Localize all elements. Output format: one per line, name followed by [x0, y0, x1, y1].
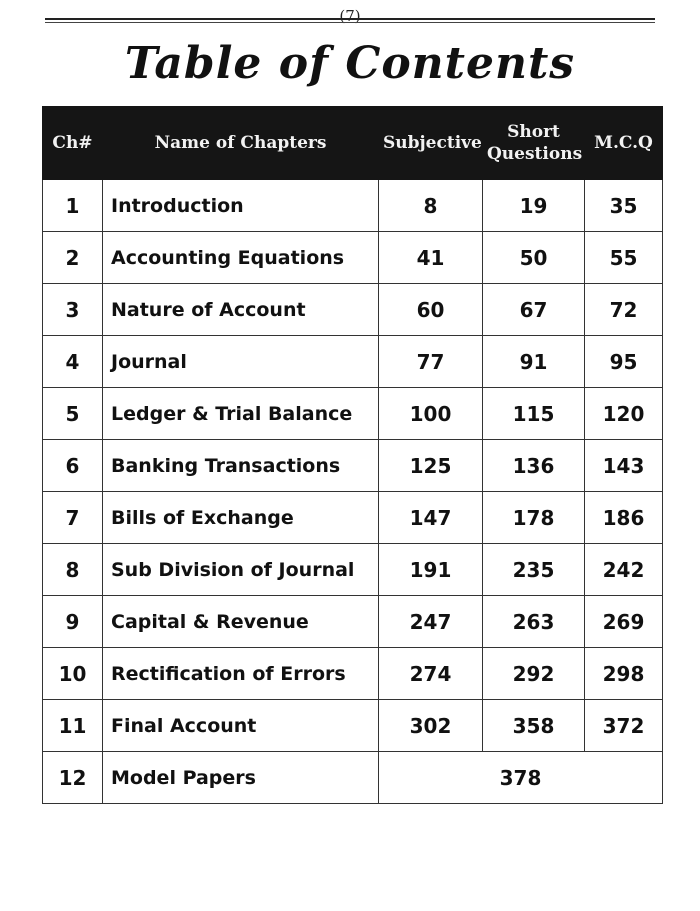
- table-row: [43, 180, 663, 232]
- mcq-page: 269: [585, 596, 663, 648]
- chapter-number: 11: [43, 700, 103, 752]
- chapter-name: Ledger & Trial Balance: [103, 388, 379, 440]
- header-name-of-chapters: Name of Chapters: [103, 107, 379, 180]
- chapter-name: Model Papers: [103, 752, 379, 804]
- table-row: [43, 492, 663, 544]
- model-papers-page: 378: [379, 752, 663, 804]
- page-margin-bottom: [0, 822, 700, 911]
- mcq-page: 35: [585, 180, 663, 232]
- table-row: [43, 388, 663, 440]
- header-short-line2: Questions: [487, 144, 583, 164]
- chapter-name: Final Account: [103, 700, 379, 752]
- chapter-number: 5: [43, 388, 103, 440]
- chapter-name: Capital & Revenue: [103, 596, 379, 648]
- mcq-page: 186: [585, 492, 663, 544]
- mcq-page: 143: [585, 440, 663, 492]
- table-row: [43, 336, 663, 388]
- short-questions-page: 67: [483, 284, 585, 336]
- header-mcq: M.C.Q: [585, 107, 663, 180]
- short-questions-page: 235: [483, 544, 585, 596]
- table-row: [43, 648, 663, 700]
- mcq-page: 242: [585, 544, 663, 596]
- header-short-line1: Short: [507, 122, 560, 142]
- contents-table: [42, 106, 663, 804]
- short-questions-page: 263: [483, 596, 585, 648]
- chapter-name: Banking Transactions: [103, 440, 379, 492]
- chapter-name: Rectification of Errors: [103, 648, 379, 700]
- table-row: [43, 700, 663, 752]
- short-questions-page: 292: [483, 648, 585, 700]
- header-subjective: Subjective: [379, 107, 483, 180]
- subjective-page: 247: [379, 596, 483, 648]
- subjective-page: 100: [379, 388, 483, 440]
- chapter-number: 10: [43, 648, 103, 700]
- short-questions-page: 178: [483, 492, 585, 544]
- chapter-number: 7: [43, 492, 103, 544]
- short-questions-page: 50: [483, 232, 585, 284]
- short-questions-page: 115: [483, 388, 585, 440]
- chapter-number: 1: [43, 180, 103, 232]
- table-row: [43, 596, 663, 648]
- chapter-name: Bills of Exchange: [103, 492, 379, 544]
- chapter-name: Introduction: [103, 180, 379, 232]
- chapter-name: Nature of Account: [103, 284, 379, 336]
- page-title: Table of Contents: [124, 38, 576, 89]
- table-row: [43, 544, 663, 596]
- table-row: [43, 232, 663, 284]
- subjective-page: 274: [379, 648, 483, 700]
- chapter-number: 12: [43, 752, 103, 804]
- chapter-number: 6: [43, 440, 103, 492]
- chapter-name: Sub Division of Journal: [103, 544, 379, 596]
- subjective-page: 77: [379, 336, 483, 388]
- chapter-number: 9: [43, 596, 103, 648]
- top-rule-thin: [45, 22, 655, 23]
- subjective-page: 8: [379, 180, 483, 232]
- subjective-page: 302: [379, 700, 483, 752]
- header-row: [43, 107, 663, 180]
- table-row-model-papers: [43, 752, 663, 804]
- chapter-number: 3: [43, 284, 103, 336]
- mcq-page: 72: [585, 284, 663, 336]
- chapter-name: Journal: [103, 336, 379, 388]
- short-questions-page: 91: [483, 336, 585, 388]
- short-questions-page: 358: [483, 700, 585, 752]
- mcq-page: 120: [585, 388, 663, 440]
- top-rule: [45, 18, 655, 20]
- subjective-page: 191: [379, 544, 483, 596]
- chapter-number: 2: [43, 232, 103, 284]
- mcq-page: 372: [585, 700, 663, 752]
- short-questions-page: 19: [483, 180, 585, 232]
- table-row: [43, 284, 663, 336]
- chapter-name: Accounting Equations: [103, 232, 379, 284]
- chapter-number: 8: [43, 544, 103, 596]
- mcq-page: 95: [585, 336, 663, 388]
- subjective-page: 60: [379, 284, 483, 336]
- mcq-page: 55: [585, 232, 663, 284]
- header-ch: Ch#: [43, 107, 103, 180]
- header-short-questions: [483, 107, 585, 180]
- page-number: (7): [339, 7, 361, 25]
- subjective-page: 41: [379, 232, 483, 284]
- mcq-page: 298: [585, 648, 663, 700]
- table-row: [43, 440, 663, 492]
- subjective-page: 147: [379, 492, 483, 544]
- chapter-number: 4: [43, 336, 103, 388]
- subjective-page: 125: [379, 440, 483, 492]
- short-questions-page: 136: [483, 440, 585, 492]
